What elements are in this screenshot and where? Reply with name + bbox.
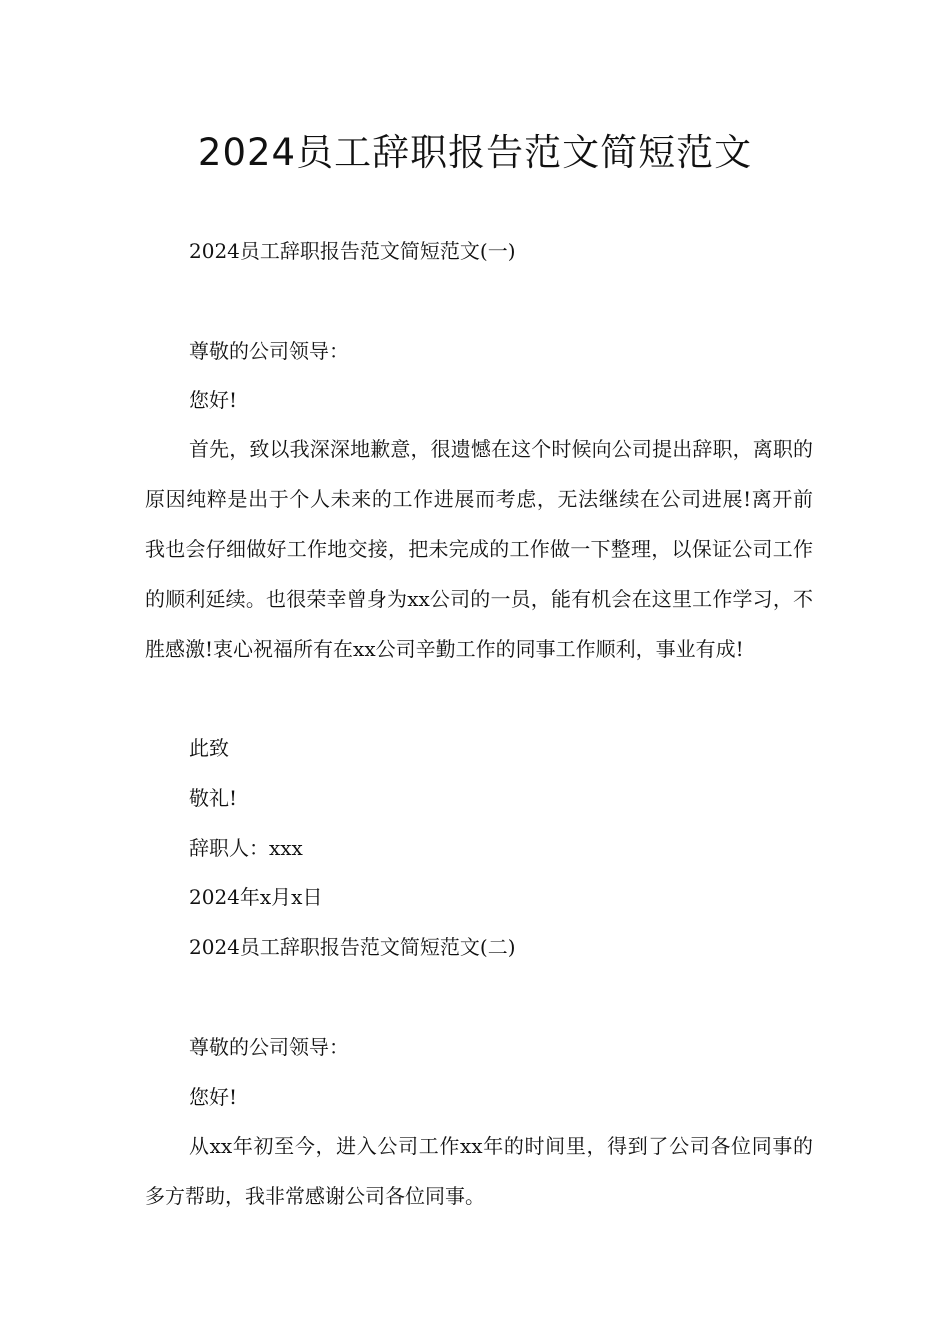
closing-jing-li: 敬礼! xyxy=(189,786,238,810)
body-paragraph-1: 首先，致以我深深地歉意，很遗憾在这个时候向公司提出辞职，离职的原因纯粹是出于个人未来的工作进展而考虑，无法继续在公司进展!离开前我也会仔细做好工作地交接，把未完成的工作做一下整理，以保证公司工作的顺利延续。也很荣幸曾身为xx公司的一员，能有机会在这里工作学习，不胜感激!衷心祝福所有在xx公司辛勤工作的同事工作顺利，事业有成! xyxy=(145,437,813,661)
section-heading-2: 2024员工辞职报告范文简短范文(二) xyxy=(189,935,516,959)
closing-ci-zhi: 此致 xyxy=(189,736,229,760)
body-paragraph-2: 从xx年初至今，进入公司工作xx年的时间里，得到了公司各位同事的多方帮助，我非常感谢公司各位同事。 xyxy=(145,1134,813,1208)
signature-line: 辞职人：xxx xyxy=(189,836,303,860)
document-title: 2024员工辞职报告范文简短范文 xyxy=(197,131,753,174)
greeting-2: 您好! xyxy=(189,1085,238,1109)
salutation-2: 尊敬的公司领导： xyxy=(189,1035,349,1059)
greeting-1: 您好! xyxy=(189,388,238,412)
salutation-1: 尊敬的公司领导： xyxy=(189,339,349,363)
section-heading-1: 2024员工辞职报告范文简短范文(一) xyxy=(189,239,516,263)
date-line: 2024年x月x日 xyxy=(189,885,323,909)
